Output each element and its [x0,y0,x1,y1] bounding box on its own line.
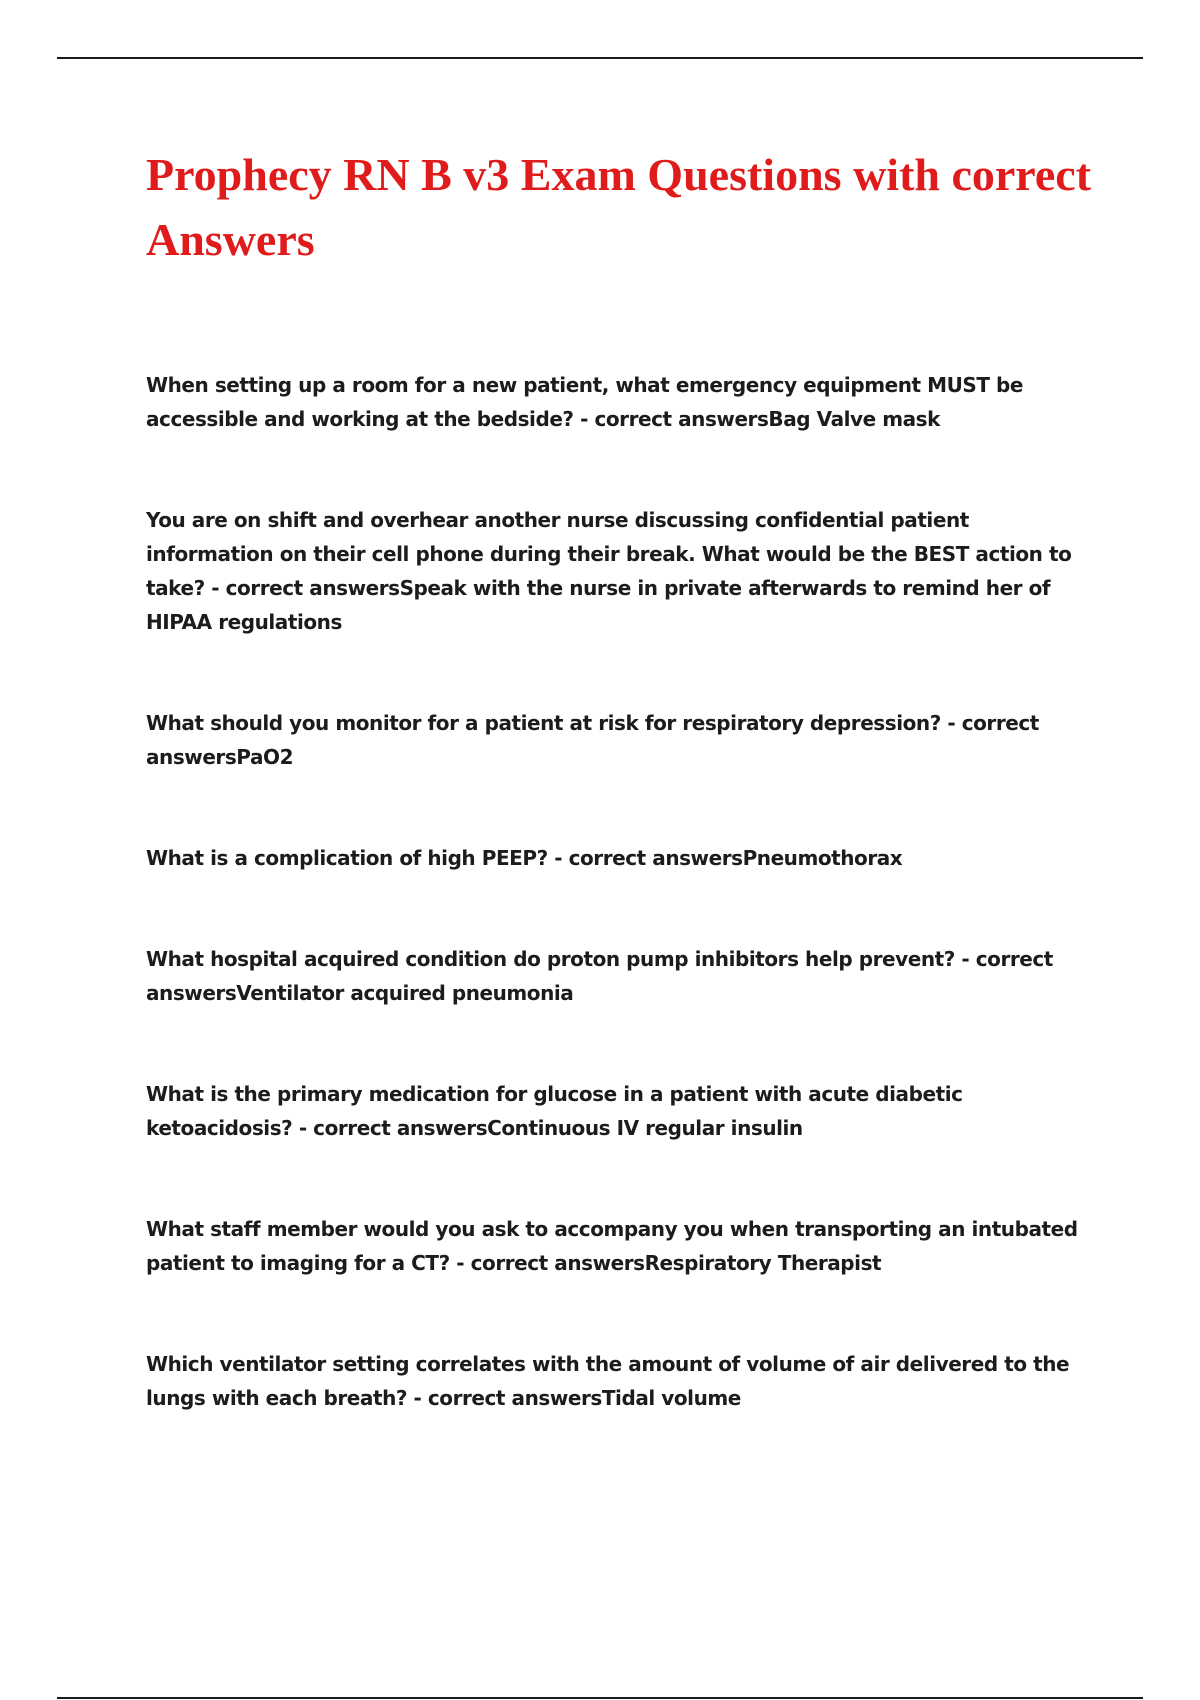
qa-item: What is the primary medication for glucose in a patient with acute diabetic ketoacidosis? - correct answersContinuous IV regular insulin [146,1082,963,1140]
qa-item: What is a complication of high PEEP? - correct answersPneumothorax [146,846,903,870]
qa-item: When setting up a room for a new patient, what emergency equipment MUST be accessible and working at the bedside? - correct answersBag Valve mask [146,373,1024,431]
top-divider [57,57,1143,59]
qa-item: What hospital acquired condition do proton pump inhibitors help prevent? - correct answersVentilator acquired pneumonia [146,947,1053,1005]
qa-item: Which ventilator setting correlates with the amount of volume of air delivered to the lungs with each breath? - correct answersTidal volume [146,1352,1070,1410]
qa-item: What should you monitor for a patient at risk for respiratory depression? - correct answersPaO2 [146,711,1039,769]
document-title: Prophecy RN B v3 Exam Questions with correct Answers [146,149,1092,265]
bottom-divider [57,1697,1143,1699]
qa-item: What staff member would you ask to accompany you when transporting an intubated patient to imaging for a CT? - correct answersRespiratory Therapist [146,1217,1078,1275]
document-body [146,142,1096,1482]
qa-list [146,368,1096,1415]
qa-item: You are on shift and overhear another nurse discussing confidential patient information on their cell phone during their break. What would be the BEST action to take? - correct answersSpeak with the nurse in private afterwards to remind her of HIPAA regulations [146,508,1072,634]
